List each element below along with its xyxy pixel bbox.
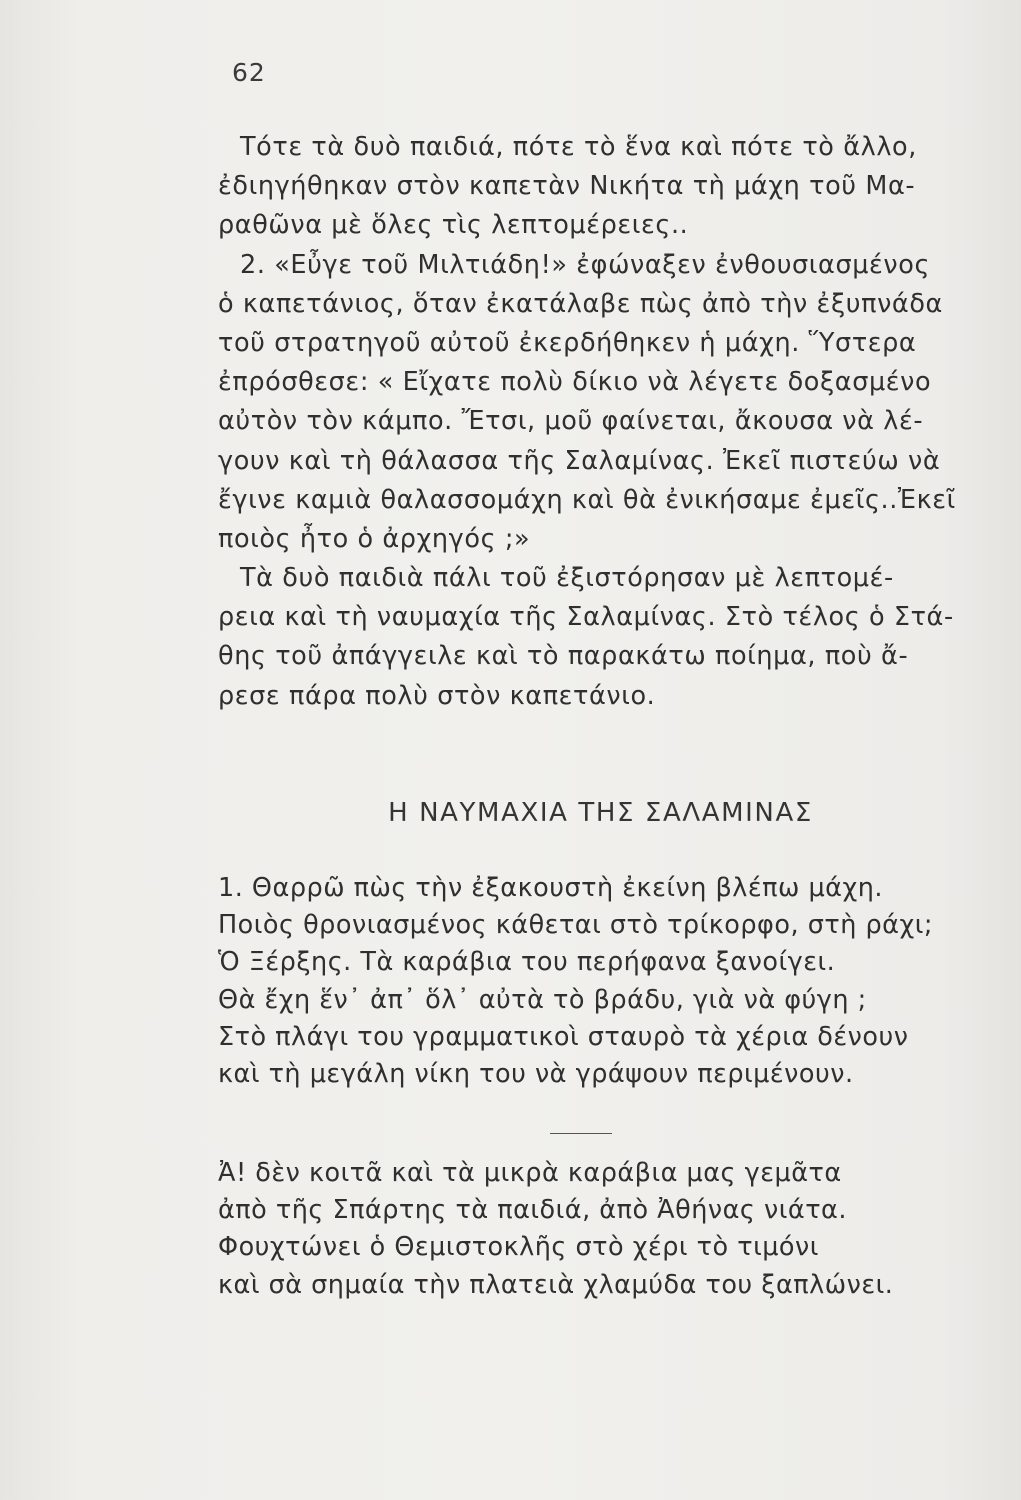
prose-line: Τὰ δυὸ παιδιὰ πάλι τοῦ ἐξιστόρησαν μὲ λεπτομέ- bbox=[240, 563, 894, 594]
poem-line: Ὁ Ξέρξης. Τὰ καράβια του περήφανα ξανοίγει. bbox=[218, 947, 836, 978]
poem-line: Ἀ! δὲν κοιτᾶ καὶ τὰ μικρὰ καράβια μας γεμᾶτα bbox=[218, 1158, 842, 1188]
prose-line: ρεσε πάρα πολὺ στὸν καπετάνιο. bbox=[218, 680, 656, 711]
prose-line: ρεια καὶ τὴ ναυμαχία τῆς Σαλαμίνας. Στὸ τέλος ὁ Στά- bbox=[218, 602, 954, 633]
poem-line: καὶ τὴ μεγάλη νίκη του νὰ γράψουν περιμένουν. bbox=[218, 1058, 854, 1089]
prose-line: θης τοῦ ἀπάγγειλε καὶ τὸ παρακάτω ποίημα, ποὺ ἄ- bbox=[218, 641, 909, 672]
prose-line: γουν καὶ τὴ θάλασσα τῆς Σαλαμίνας. Ἐκεῖ πιστεύω νὰ bbox=[218, 445, 941, 476]
prose-line: 2. «Εὖγε τοῦ Μιλτιάδη!» ἐφώναξεν ἐνθουσιασμένος bbox=[240, 249, 931, 280]
prose-line: αὐτὸν τὸν κάμπο. Ἔτσι, μοῦ φαίνεται, ἄκουσα νὰ λέ- bbox=[218, 406, 924, 437]
poem-line: 1. Θαρρῶ πὼς τὴν ἐξακουστὴ ἐκείνη βλέπω μάχη. bbox=[218, 873, 883, 903]
stanza-divider bbox=[550, 1133, 612, 1134]
poem-line: καὶ σὰ σημαία τὴν πλατειὰ χλαμύδα του ξαπλώνει. bbox=[218, 1269, 894, 1300]
prose-line: ποιὸς ἦτο ὁ ἀρχηγός ;» bbox=[218, 523, 531, 554]
prose-line: Τότε τὰ δυὸ παιδιά, πότε τὸ ἕνα καὶ πότε τὸ ἄλλο, bbox=[240, 132, 917, 162]
poem-line: Στὸ πλάγι του γραμματικοὶ σταυρὸ τὰ χέρια δένουν bbox=[218, 1021, 909, 1052]
prose-text bbox=[218, 128, 978, 716]
poem-line: Θὰ ἔχη ἕν᾽ ἀπ᾽ ὅλ᾽ αὐτὰ τὸ βράδυ, γιὰ νὰ φύγη ; bbox=[218, 984, 867, 1015]
poem-line: Φουχτώνει ὁ Θεμιστοκλῆς στὸ χέρι τὸ τιμόνι bbox=[218, 1232, 819, 1263]
poem-stanza-2 bbox=[218, 1155, 998, 1304]
prose-line: ἔγινε καμιὰ θαλασσομάχη καὶ θὰ ἐνικήσαμε ἐμεῖς..Ἐκεῖ bbox=[218, 484, 956, 515]
page-number: 62 bbox=[232, 58, 266, 87]
poem-line: Ποιὸς θρονιασμένος κάθεται στὸ τρίκορφο, στὴ ράχι; bbox=[218, 910, 933, 941]
poem-title: Η ΝΑΥΜΑΧΙΑ ΤΗΣ ΣΑΛΑΜΙΝΑΣ bbox=[388, 798, 813, 828]
prose-line: τοῦ στρατηγοῦ αὐτοῦ ἐκερδήθηκεν ἡ μάχη. Ὕστερα bbox=[218, 327, 917, 358]
prose-line: ὁ καπετάνιος, ὅταν ἐκατάλαβε πὼς ἀπὸ τὴν ἐξυπνάδα bbox=[218, 288, 943, 319]
prose-line: ἐπρόσθεσε: « Εἴχατε πολὺ δίκιο νὰ λέγετε δοξασμένο bbox=[218, 367, 932, 398]
poem-stanza-1 bbox=[218, 870, 998, 1093]
prose-line: ἐδιηγήθηκαν στὸν καπετὰν Νικήτα τὴ μάχη τοῦ Μα- bbox=[218, 171, 916, 202]
prose-line: ραθῶνα μὲ ὅλες τὶς λεπτομέρειες.. bbox=[218, 210, 689, 241]
poem-line: ἀπὸ τῆς Σπάρτης τὰ παιδιά, ἀπὸ Ἀθήνας νιάτα. bbox=[218, 1195, 847, 1226]
